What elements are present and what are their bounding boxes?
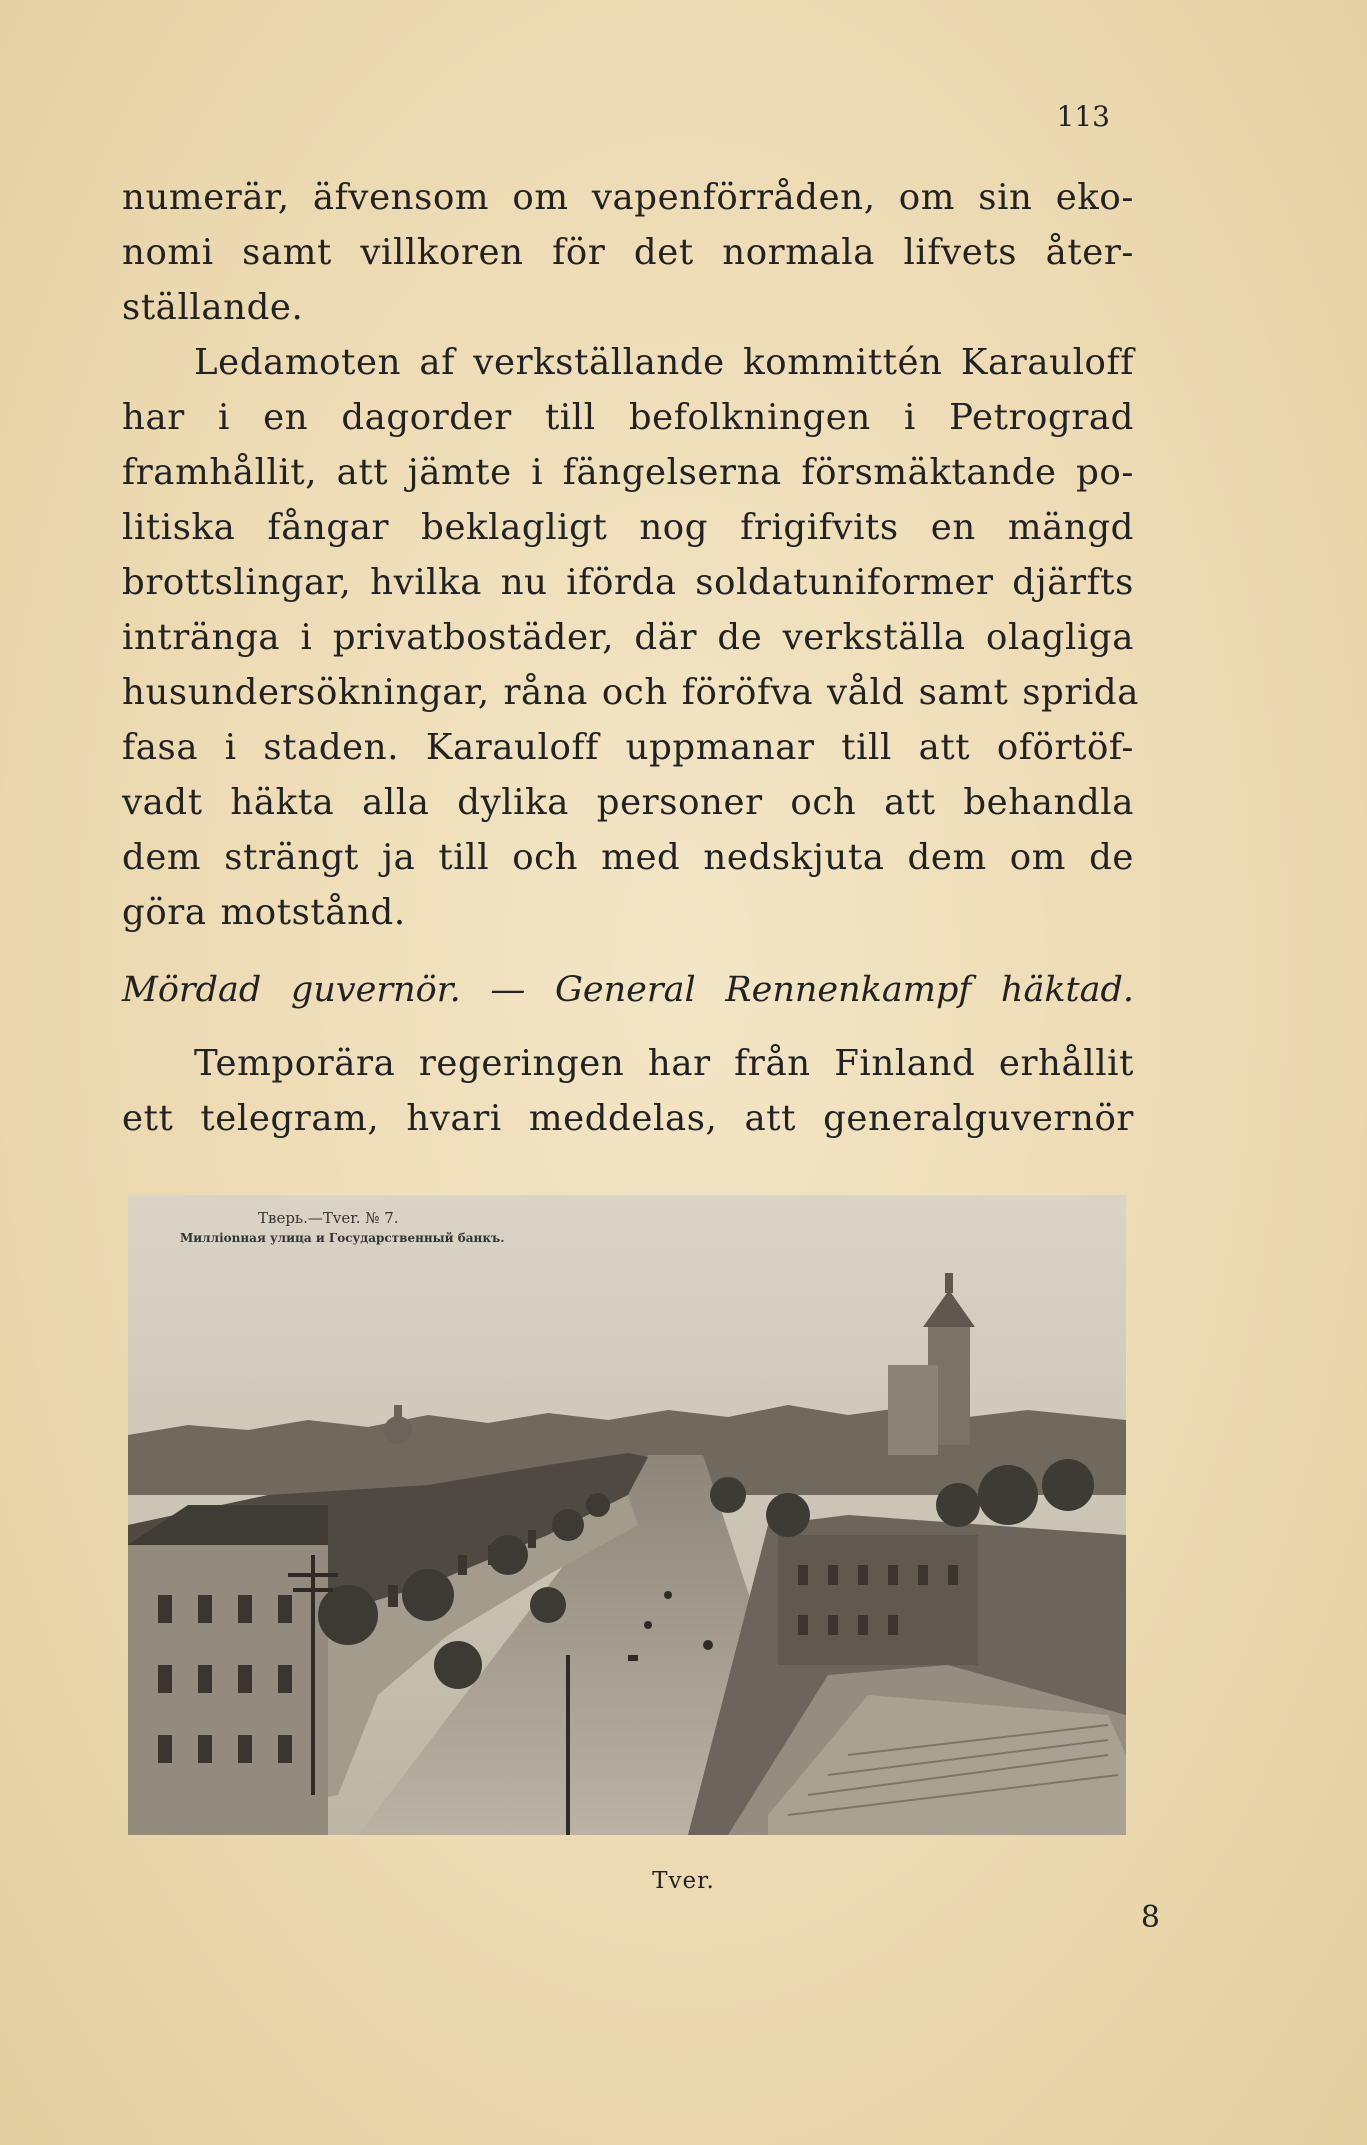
text-line: fasa i staden. Karauloff uppmanar till att oförtöf-	[122, 727, 1134, 768]
text-line: Ledamoten af verkställande kommittén Karauloff	[194, 342, 1134, 383]
text-line: framhållit, att jämte i fängelserna försmäktande po-	[122, 452, 1134, 493]
body-text	[122, 170, 1139, 940]
text-line: litiska fångar beklagligt nog frigifvits en mängd	[122, 507, 1134, 548]
section-heading: Mördad guvernör. — General Rennenkampf häktad.	[122, 970, 1134, 1010]
text-line: numerär, äfvensom om vapenförråden, om sin eko-	[122, 177, 1134, 218]
photo-illustration	[128, 1195, 1126, 1835]
photo-inscription-title: Тверь.—Tver. № 7.	[258, 1209, 399, 1227]
page-number: 113	[1056, 100, 1110, 133]
photo-inscription-subtitle: Миллionная улица и Государственный банкъ.	[180, 1231, 505, 1245]
text-line: har i en dagorder till befolkningen i Petrograd	[122, 397, 1134, 438]
photo-caption: Tver.	[652, 1868, 715, 1894]
text-line: ett telegram, hvari meddelas, att generalguvernör	[122, 1098, 1134, 1139]
tver-street-photo	[128, 1195, 1126, 1835]
text-line: ställande.	[122, 287, 304, 328]
text-line: göra motstånd.	[122, 892, 406, 933]
text-line: intränga i privatbostäder, där de verkställa olagliga	[122, 617, 1134, 658]
body-text-2	[122, 1036, 1134, 1146]
text-line: nomi samt villkoren för det normala lifvets åter-	[122, 232, 1134, 273]
text-line: Temporära regeringen har från Finland erhållit	[194, 1043, 1134, 1084]
text-line: vadt häkta alla dylika personer och att behandla	[122, 782, 1134, 823]
text-line: husundersökningar, råna och föröfva våld samt sprida	[122, 672, 1139, 713]
signature-mark: 8	[1140, 1900, 1160, 1935]
text-line: brottslingar, hvilka nu iförda soldatuniformer djärfts	[122, 562, 1134, 603]
text-line: dem strängt ja till och med nedskjuta dem om de	[122, 837, 1134, 878]
